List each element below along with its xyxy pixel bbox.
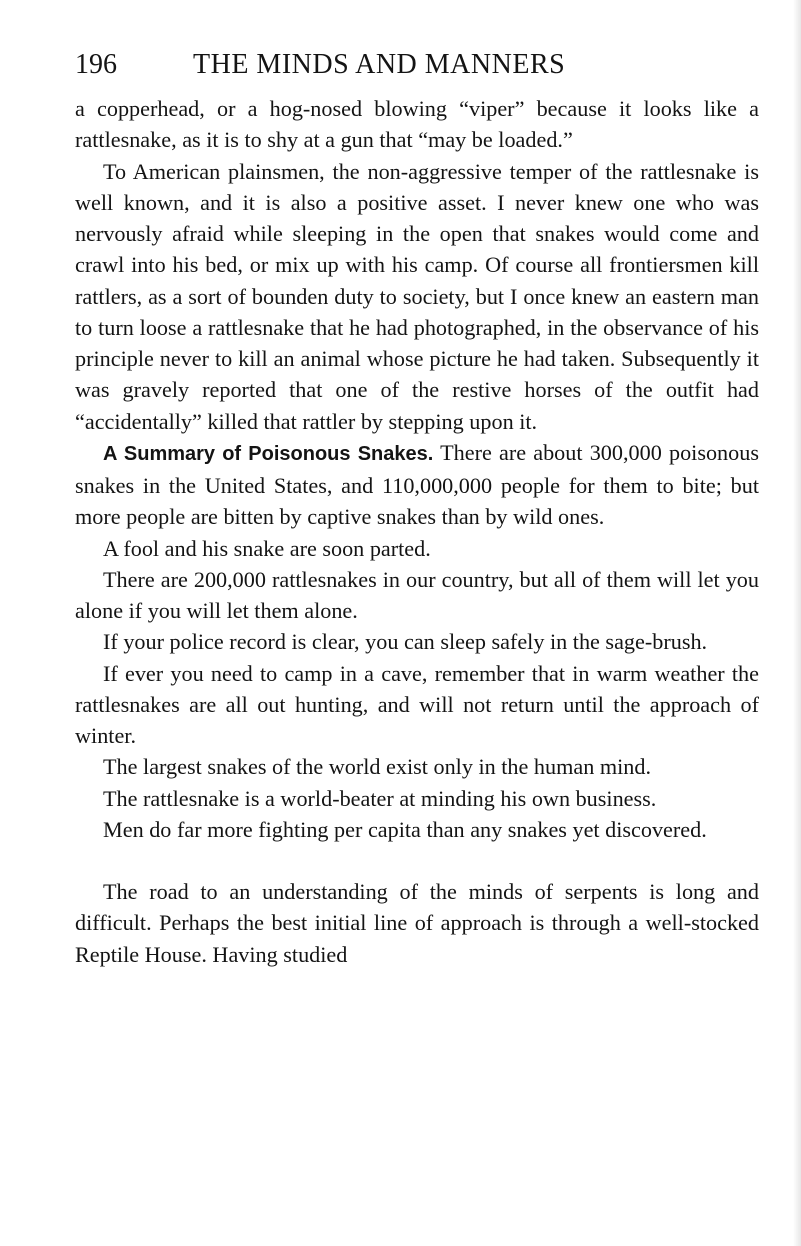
paragraph-maxim-rattlesnakes: There are 200,000 rattlesnakes in our country, but all of them will let you alone if you will let them alone. — [75, 566, 759, 623]
paragraph-maxim-largest: The largest snakes of the world exist only in the human mind. — [103, 754, 652, 780]
page-edge-shadow — [793, 0, 801, 1246]
paragraph-maxim-fool: A fool and his snake are soon parted. — [103, 535, 431, 561]
page-number: 196 — [75, 49, 117, 80]
body-text — [75, 93, 759, 970]
paragraph-plainsmen: To American plainsmen, the non-aggressive temper of the rattlesnake is well known, and it is also a positive asset. I never knew one who was nervously afraid while sleeping in the open that snakes would come and crawl into his bed, or mix up with his camp. Of course all frontiersmen kill rattlers, as a sort of bounden duty to society, but I once knew an eastern man to turn loose a rattlesnake that he had photographed, in the observance of his principle never to kill an animal whose picture he had taken. Subsequently it was gravely reported that one of the restive horses of the outfit had “accidentally” killed that rattler by stepping upon it. — [75, 158, 759, 434]
paragraph-continued: a copperhead, or a hog-nosed blowing “viper” because it looks like a rattlesnake, as it is to shy at a gun that “may be loaded.” — [75, 96, 759, 153]
section-heading: A Summary of Poisonous Snakes. — [103, 442, 434, 465]
running-head: THE MINDS AND MANNERS — [193, 49, 566, 80]
section-heading-text: There are about 300,000 poisonous snakes in the United States, and 110,000,000 people for them to bite; but more people are bitten by captive snakes than by wild ones. — [75, 439, 759, 530]
page-header — [75, 45, 735, 85]
paragraph-road: The road to an understanding of the minds of serpents is long and difficult. Perhaps the best initial line of approach is through a well-stocked Reptile House. Having studied — [75, 879, 759, 967]
paragraph-maxim-fighting: Men do far more fighting per capita than any snakes yet discovered. — [103, 816, 707, 842]
paragraph-maxim-cave: If ever you need to camp in a cave, remember that in warm weather the rattlesnakes are all out hunting, and will not return until the approach of winter. — [75, 660, 759, 748]
paragraph-summary — [75, 437, 759, 533]
paragraph-maxim-business: The rattlesnake is a world-beater at minding his own business. — [103, 785, 657, 811]
paragraph-maxim-police: If your police record is clear, you can sleep safely in the sage-brush. — [103, 629, 708, 655]
